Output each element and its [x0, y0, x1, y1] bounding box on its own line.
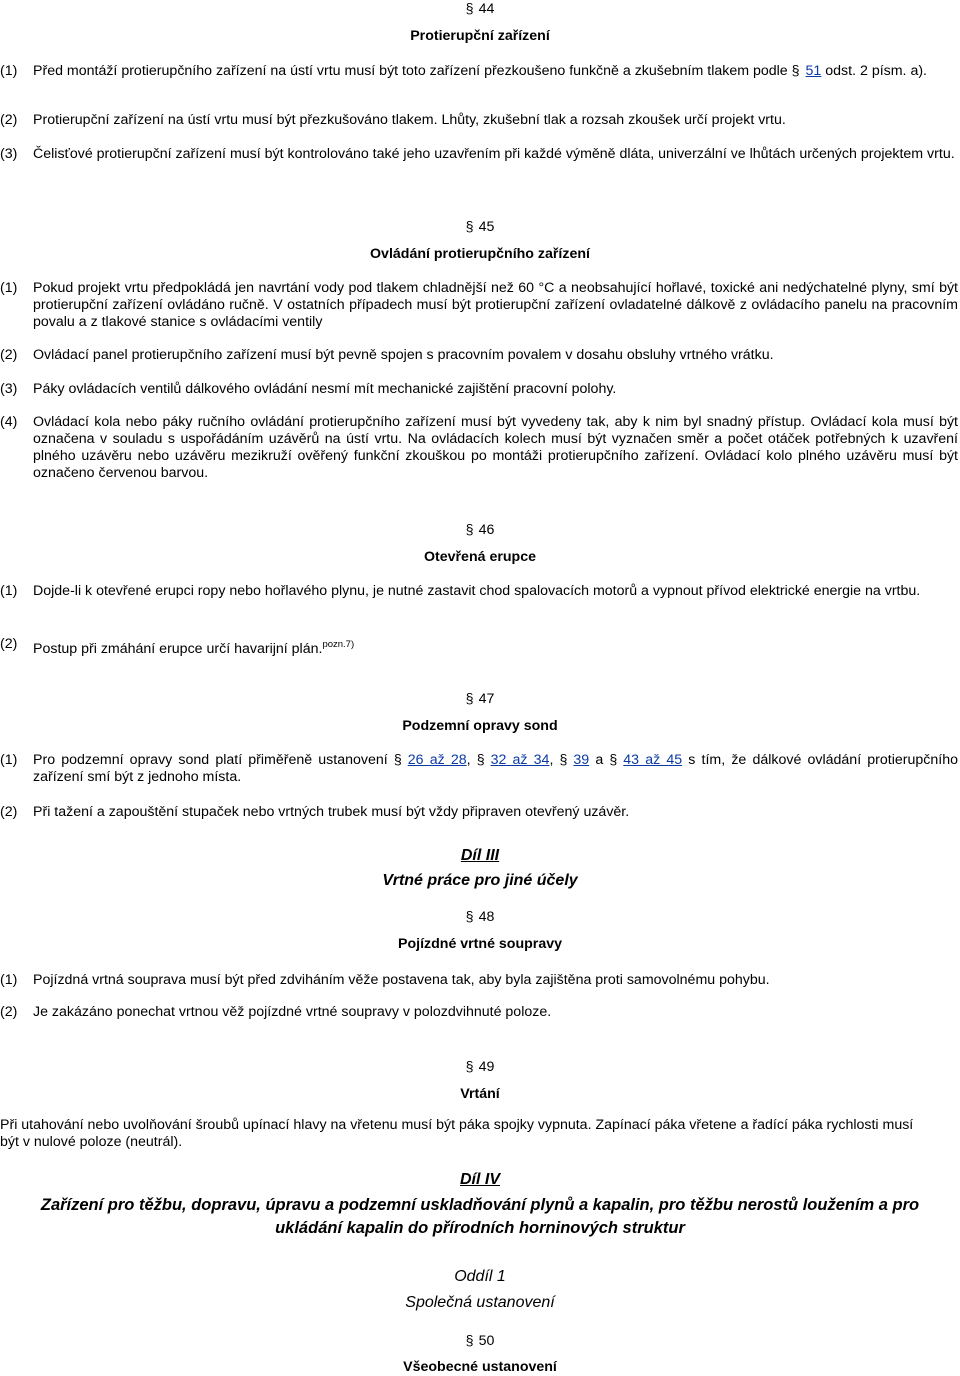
paragraph-45-4: (4) Ovládací kola nebo páky ručního ovládání protierupčního zařízení musí být vyvedeny tak, aby k nim byl snadný přístup. Ovládací kola musí být označena v souladu s uspořádáním uzávěrů na ústí vrtu. Na ovládacích kolech musí být vyznačen směr a počet otáček potřebných k uzavření plného uzávěru nebo uzávěru mezikruží ověřený funkční zkouškou po montáži protierupčního zařízení. Ovládací kolo plného uzávěru musí být označeno červenou barvou.: [0, 414, 958, 481]
paragraph-47-2: (2) Při tažení a zapouštění stupaček nebo vrtných trubek musí být vždy připraven otevřený uzávěr.: [0, 804, 630, 820]
section-number-48: § 48: [0, 909, 960, 926]
link-sections-43-45[interactable]: § 43 až 45: [609, 752, 683, 768]
paragraph-number: (3): [0, 146, 18, 162]
section-title-48: Pojízdné vrtné soupravy: [398, 936, 562, 952]
division-title-1: Společná ustanovení: [405, 1294, 555, 1311]
paragraph-number: (2): [0, 347, 18, 363]
link-section-39[interactable]: § 39: [559, 752, 590, 768]
paragraph-number: (2): [0, 636, 18, 652]
section-number-47: § 47: [0, 691, 960, 708]
section-number-46: § 46: [0, 522, 960, 539]
paragraph-49: Při utahování nebo uvolňování šroubů upínací hlavy na vřetenu musí být páka spojky vypnuta. Zapínací páka vřetene a řadící páka rychlosti musí být v nulové poloze (neutrál).: [0, 1117, 914, 1150]
part-label-3: Díl III: [460, 847, 500, 864]
paragraph-46-1: (1) Dojde-li k otevřené erupci ropy nebo hořlavého plynu, je nutné zastavit chod spalovacích motorů a vypnout přívod elektrické energie na vrtbu.: [0, 583, 921, 599]
section-title-45: Ovládání protierupčního zařízení: [370, 246, 590, 262]
paragraph-number: (4): [0, 414, 18, 430]
link-sections-26-28[interactable]: § 26 až 28: [393, 752, 467, 768]
paragraph-number: (1): [0, 583, 18, 599]
paragraph-48-2: (2) Je zakázáno ponechat vrtnou věž pojízdné vrtné soupravy v polozdvihnuté poloze.: [0, 1004, 552, 1020]
paragraph-48-1: (1) Pojízdná vrtná souprava musí být před zdviháním věže postavena tak, aby byla zajištěna proti samovolnému pohybu.: [0, 972, 770, 988]
section-number-49: § 49: [0, 1059, 960, 1076]
link-section-51[interactable]: § 51: [791, 63, 822, 79]
division-label-1: Oddíl 1: [454, 1268, 506, 1285]
section-number-45: § 45: [0, 219, 960, 236]
part-label-4: Díl IV: [459, 1171, 500, 1188]
paragraph-number: (1): [0, 752, 18, 768]
link-sections-32-34[interactable]: § 32 až 34: [476, 752, 550, 768]
paragraph-number: (1): [0, 63, 18, 79]
part-title-3: Vrtné práce pro jiné účely: [382, 872, 578, 889]
paragraph-number: (3): [0, 381, 18, 397]
paragraph-47-1: (1) Pro podzemní opravy sond platí přiměřeně ustanovení § 26 až 28, § 32 až 34, § 39 a § 43 až 45 s tím, že dálkové ovládání protierupčního zařízení smí být z jednoho místa.: [0, 752, 958, 785]
part-title-4: Zařízení pro těžbu, dopravu, úpravu a podzemní uskladňování plynů a kapalin, pro těžbu nerostů loužením a pro ukládání kapalin do přírodních horninových struktur: [40, 1196, 920, 1237]
paragraph-number: (1): [0, 972, 18, 988]
paragraph-46-2: (2) Postup při zmáhání erupce určí havarijní plán.$^{pozn.7)}$: [0, 636, 355, 657]
paragraph-44-2: (2) Protierupční zařízení na ústí vrtu musí být přezkušováno tlakem. Lhůty, zkušební tlak a rozsah zkoušek určí projekt vrtu.: [0, 112, 786, 128]
paragraph-44-1: (1) Před montáží protierupčního zařízení na ústí vrtu musí být toto zařízení přezkoušeno funkčně a zkušebním tlakem podle § 51 odst. 2 písm. a).: [0, 63, 927, 79]
paragraph-45-3: (3) Páky ovládacích ventilů dálkového ovládání nesmí mít mechanické zajištění pracovní polohy.: [0, 381, 617, 397]
section-title-50: Všeobecné ustanovení: [403, 1359, 557, 1375]
paragraph-number: (2): [0, 112, 18, 128]
section-title-46: Otevřená erupce: [424, 549, 536, 565]
section-title-49: Vrtání: [460, 1086, 500, 1102]
paragraph-number: (1): [0, 280, 18, 296]
section-number-44: § 44: [0, 1, 960, 18]
section-title-44: Protierupční zařízení: [410, 28, 550, 44]
section-number-50: § 50: [0, 1333, 960, 1350]
paragraph-45-1: (1) Pokud projekt vrtu předpokládá jen navrtání vody pod tlakem chladnější než 60 °C a neobsahující hořlavé, toxické ani nedýchatelné plyny, smí být protierupční zařízení ovládáno ručně. V ostatních případech musí být protierupční zařízení ovladatelné dálkově z ovládacího panelu na pracovním povalu a z tlakové stanice s ovládacími ventily: [0, 280, 958, 330]
section-title-47: Podzemní opravy sond: [402, 718, 558, 734]
footnote-reference: pozn.7): [322, 639, 355, 650]
paragraph-number: (2): [0, 1004, 18, 1020]
paragraph-45-2: (2) Ovládací panel protierupčního zařízení musí být pevně spojen s pracovním povalem v dosahu obsluhy vrtného vrátku.: [0, 347, 774, 363]
paragraph-number: (2): [0, 804, 18, 820]
paragraph-44-3: (3) Čelisťové protierupční zařízení musí být kontrolováno také jeho uzavřením při každé výměně dláta, univerzální ve lhůtách určených projektem vrtu.: [0, 146, 955, 162]
